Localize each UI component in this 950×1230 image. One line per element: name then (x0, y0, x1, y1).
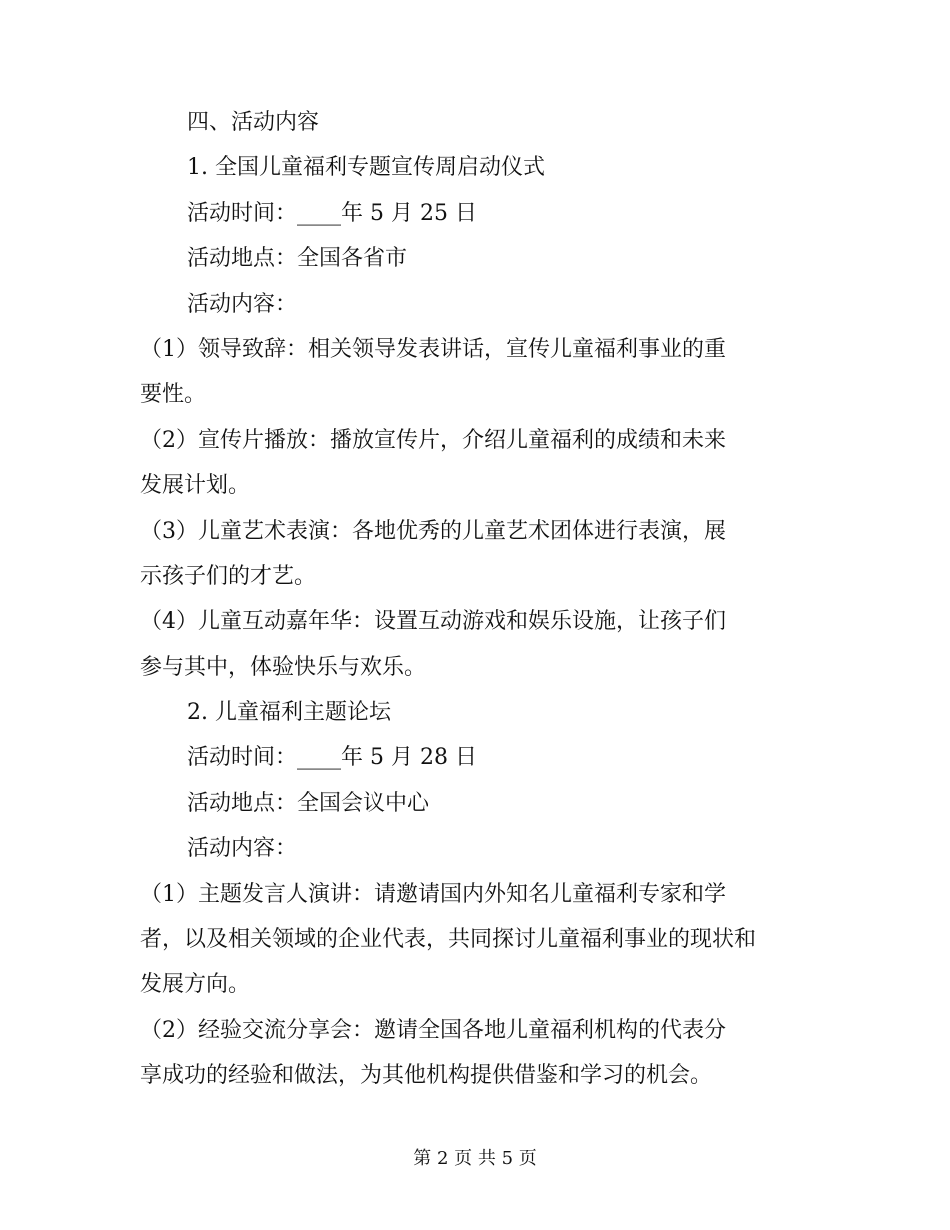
activity-1-item-2-line-1: （2）宣传片播放：播放宣传片，介绍儿童福利的成绩和未来 (140, 427, 726, 453)
activity-2-item-1-line-1: （1）主题发言人演讲：请邀请国内外知名儿童福利专家和学 (140, 881, 726, 907)
activity-1-title: 1. 全国儿童福利专题宣传周启动仪式 (187, 155, 545, 181)
activity-2-item-2-line-2: 享成功的经验和做法，为其他机构提供借鉴和学习的机会。 (140, 1063, 713, 1089)
activity-2-content-label: 活动内容： (187, 836, 298, 862)
activity-2-title: 2. 儿童福利主题论坛 (187, 700, 391, 726)
activity-1-item-3-line-1: （3）儿童艺术表演：各地优秀的儿童艺术团体进行表演，展 (140, 518, 726, 544)
activity-1-content-label: 活动内容： (187, 291, 298, 317)
activity-2-item-2-line-1: （2）经验交流分享会：邀请全国各地儿童福利机构的代表分 (140, 1017, 726, 1043)
activity-1-item-1-line-2: 要性。 (140, 382, 207, 408)
activity-2-item-1-line-2: 者，以及相关领域的企业代表，共同探讨儿童福利事业的现状和 (140, 927, 757, 953)
activity-1-item-4-line-1: （4）儿童互动嘉年华：设置互动游戏和娱乐设施，让孩子们 (140, 609, 726, 635)
activity-1-location: 活动地点：全国各省市 (187, 246, 408, 272)
activity-2-location: 活动地点：全国会议中心 (187, 790, 430, 816)
activity-2-item-1-line-3: 发展方向。 (140, 972, 251, 998)
activity-1-item-1-line-1: （1）领导致辞：相关领导发表讲话，宣传儿童福利事业的重 (140, 336, 726, 362)
activity-2-time: 活动时间：____年 5 月 28 日 (187, 745, 477, 771)
activity-1-time: 活动时间：____年 5 月 25 日 (187, 200, 477, 226)
activity-1-item-2-line-2: 发展计划。 (140, 473, 251, 499)
activity-1-item-4-line-2: 参与其中，体验快乐与欢乐。 (140, 654, 427, 680)
document-body (140, 100, 810, 1099)
activity-1-item-3-line-2: 示孩子们的才艺。 (140, 563, 317, 589)
section-heading: 四、活动内容 (187, 110, 320, 135)
page-number-footer: 第 2 页 共 5 页 (413, 1148, 537, 1169)
